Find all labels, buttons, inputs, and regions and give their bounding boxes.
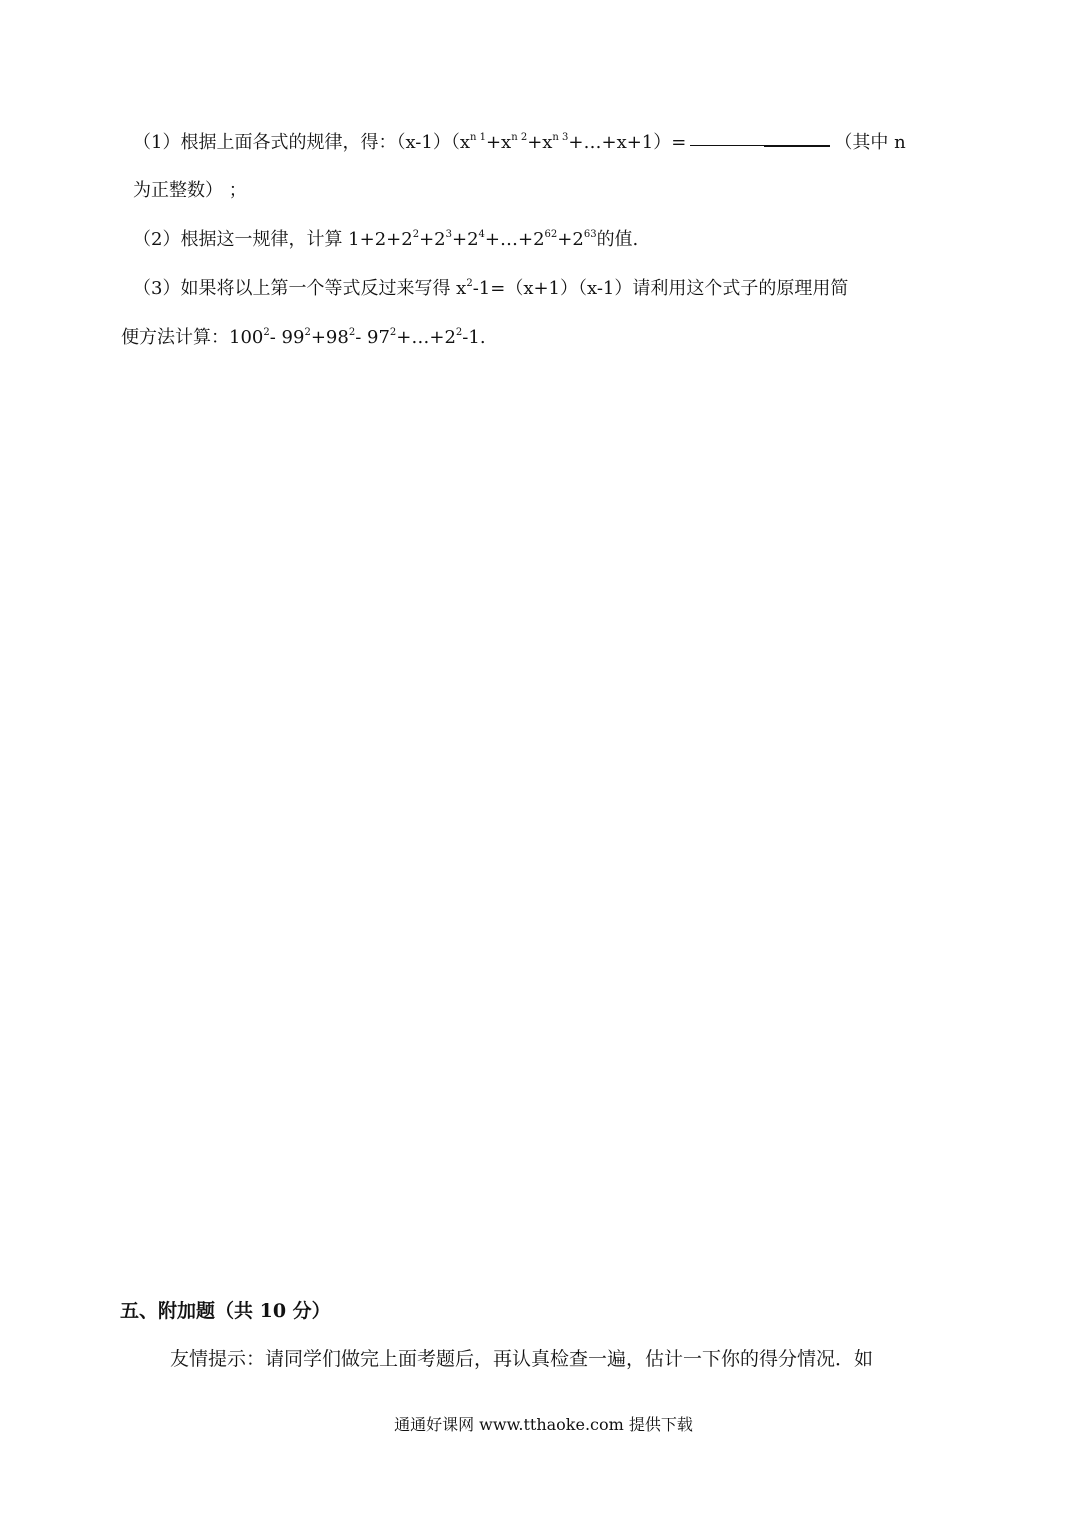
q2-exp: 4 [478, 229, 485, 240]
footer-text: 通通好课网 www.tthaoke.com 提供下载 [394, 1415, 693, 1434]
section-title-text: 五、附加题（共 10 分） [120, 1300, 331, 1322]
q1-term: +x [485, 132, 512, 153]
q2-exp: 63 [583, 229, 597, 240]
q3-exp: 2 [466, 278, 473, 289]
page-footer [0, 1412, 1087, 1435]
q3-mid: -1=（x+1）（x-1）请利用这个式子的原理用简 [472, 278, 849, 299]
q2-term: +…+2 [484, 229, 545, 250]
q1-exp3: n 3 [552, 132, 569, 143]
q3-line2-prefix: 便方法计算：100 [121, 327, 264, 348]
q2-term: +2 [452, 229, 479, 250]
q1-term: +…+x+1）= [568, 132, 687, 153]
q2-term: +2 [419, 229, 446, 250]
q3-term: +98 [310, 327, 349, 348]
q2-exp: 62 [544, 229, 558, 240]
q2-term: +2 [557, 229, 584, 250]
q1-continuation: 为正整数） ； [133, 180, 247, 201]
q3-exp: 2 [455, 327, 463, 338]
question-2 [133, 231, 638, 249]
q1-suffix: （其中 n [834, 132, 906, 153]
q1-term: +x [527, 132, 553, 153]
q2-exp: 2 [412, 229, 420, 240]
q3-exp: 2 [389, 327, 397, 338]
q3-prefix: （3）如果将以上第一个等式反过来写得 x [133, 278, 467, 299]
q1-exp2: n 2 [511, 132, 528, 143]
q2-prefix: （2）根据这一规律，计算 1+2+2 [133, 229, 413, 250]
q3-term: - 97 [355, 327, 390, 348]
q1-prefix: （1）根据上面各式的规律，得：（x-1）（x [133, 132, 470, 153]
question-3-line-1 [133, 280, 848, 298]
q3-exp: 2 [263, 327, 270, 338]
question-3-line-2 [121, 329, 486, 347]
question-1-line-2 [133, 182, 247, 200]
q3-exp: 2 [348, 327, 356, 338]
q2-exp: 3 [445, 229, 452, 240]
q3-term: +…+2 [396, 327, 456, 348]
q3-exp: 2 [304, 327, 311, 338]
section-5-title [120, 1302, 331, 1321]
tip-text: 友情提示：请同学们做完上面考题后，再认真检查一遍，估计一下你的得分情况．如 [170, 1348, 874, 1370]
friendly-tip [170, 1350, 873, 1369]
q3-end: -1. [462, 327, 486, 348]
answer-blank[interactable] [690, 145, 830, 146]
q2-suffix: 的值. [596, 229, 639, 250]
q3-term: - 99 [269, 327, 305, 348]
q1-exp1: n 1 [469, 132, 486, 143]
question-1-line-1 [133, 134, 906, 152]
